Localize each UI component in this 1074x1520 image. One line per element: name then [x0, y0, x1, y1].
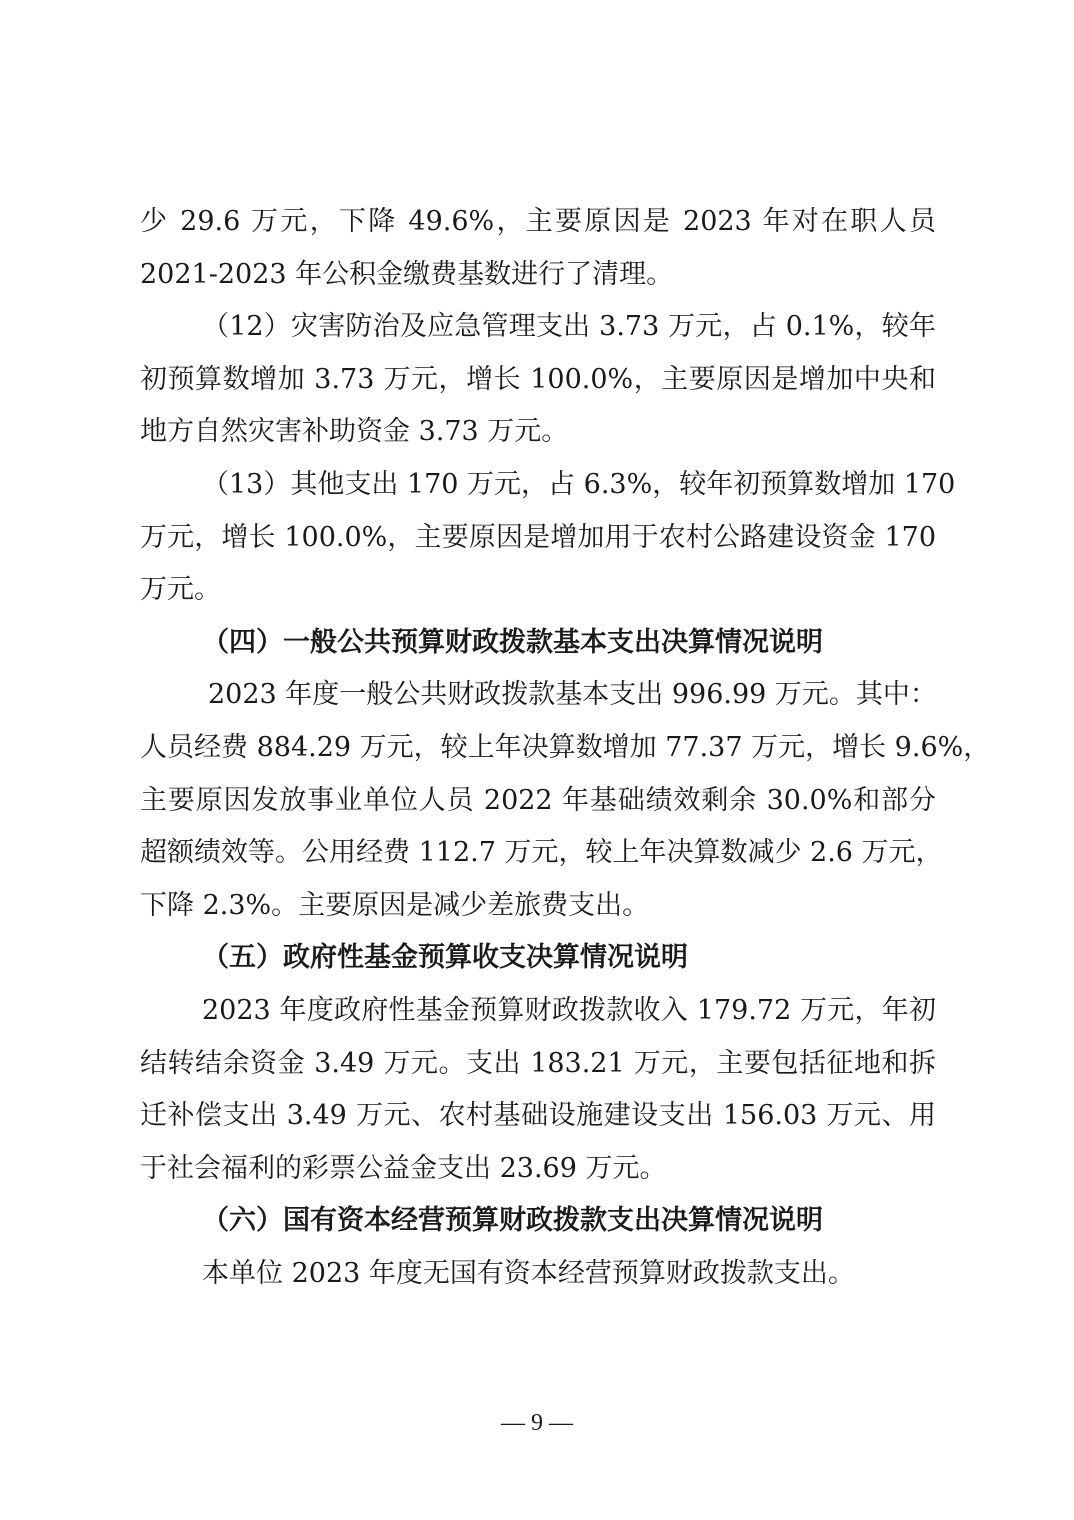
text-line: 超额绩效等。公用经费 112.7 万元，较上年决算数减少 2.6 万元， [140, 837, 943, 869]
document-body [140, 196, 991, 1300]
section-heading-6: （六）国有资本经营预算财政拨款支出决算情况说明 [202, 1205, 823, 1237]
text-line: 下降 2.3%。主要原因是减少差旅费支出。 [140, 889, 650, 921]
section-heading-5: （五）政府性基金预算收支决算情况说明 [202, 942, 688, 974]
paragraph-state-capital [140, 1248, 936, 1301]
page-number: — 9 — [501, 1410, 573, 1436]
text-line: 人员经费 884.29 万元，较上年决算数增加 77.37 万元，增长 9.6%， [140, 731, 991, 763]
text-line: 2023 年度一般公共财政拨款基本支出 996.99 万元。其中： [208, 679, 937, 711]
paragraph-government-fund [140, 985, 936, 1195]
text-line: 2021-2023 年公积金缴费基数进行了清理。 [140, 258, 674, 290]
text-line: 万元，增长 100.0%，主要原因是增加用于农村公路建设资金 170 [140, 521, 936, 553]
text-line: 结转结余资金 3.49 万元。支出 183.21 万元，主要包括征地和拆 [140, 1047, 936, 1079]
text-line: 地方自然灾害补助资金 3.73 万元。 [140, 416, 569, 448]
text-line: 迁补偿支出 3.49 万元、农村基础设施建设支出 156.03 万元、用 [140, 1100, 936, 1132]
text-line: 少 29.6 万元，下降 49.6%，主要原因是 2023 年对在职人员 [140, 206, 936, 237]
text-line: 主要原因发放事业单位人员 2022 年基础绩效剩余 30.0%和部分 [140, 784, 936, 816]
text-line: （13）其他支出 170 万元，占 6.3%，较年初预算数增加 170 [202, 468, 956, 500]
text-line: 初预算数增加 3.73 万元，增长 100.0%，主要原因是增加中央和 [140, 363, 936, 395]
text-line: 于社会福利的彩票公益金支出 23.69 万元。 [140, 1152, 667, 1184]
text-line: 本单位 2023 年度无国有资本经营预算财政拨款支出。 [202, 1257, 855, 1289]
paragraph-other-expenses [140, 459, 956, 617]
text-line: 2023 年度政府性基金预算财政拨款收入 179.72 万元，年初 [202, 994, 936, 1026]
paragraph-basic-expenditure [140, 669, 991, 932]
text-line: 万元。 [140, 574, 221, 606]
paragraph-housing-fund [140, 196, 936, 301]
paragraph-disaster-prevention [140, 301, 936, 459]
section-heading-4: （四）一般公共预算财政拨款基本支出决算情况说明 [202, 626, 823, 658]
text-line: （12）灾害防治及应急管理支出 3.73 万元，占 0.1%，较年 [202, 311, 936, 343]
